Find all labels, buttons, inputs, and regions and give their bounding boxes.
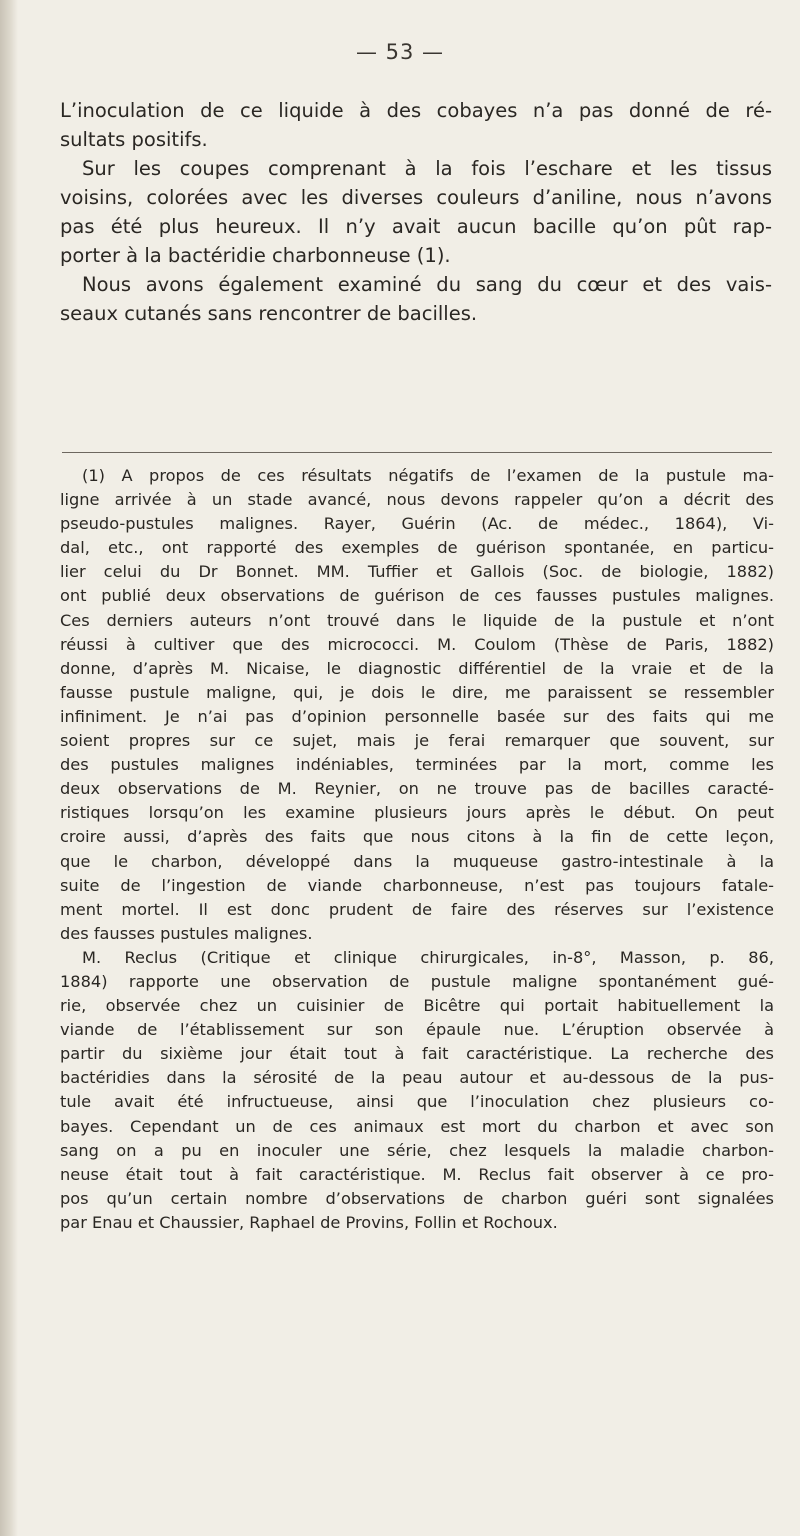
- footnote-line: soient propres sur ce sujet, mais je ferai remarquer que souvent, sur: [60, 731, 774, 751]
- footnote-line: deux observations de M. Reynier, on ne trouve pas de bacilles caracté-: [60, 779, 774, 799]
- footnote-line: dal, etc., ont rapporté des exemples de guérison spontanée, en particu-: [60, 538, 774, 558]
- footnote-line: rie, observée chez un cuisinier de Bicêtre qui portait habituellement la: [60, 996, 774, 1016]
- text-line: sultats positifs.: [60, 128, 208, 151]
- footnote-line: viande de l’établissement sur son épaule nue. L’éruption observée à: [60, 1020, 774, 1040]
- footnote-line: par Enau et Chaussier, Raphael de Provins, Follin et Rochoux.: [60, 1212, 558, 1232]
- footnote-line: sang on a pu en inoculer une série, chez lesquels la maladie charbon-: [60, 1140, 774, 1160]
- footnote-line: donne, d’après M. Nicaise, le diagnostic différentiel de la vraie et de la: [60, 658, 774, 678]
- text-line: L’inoculation de ce liquide à des cobayes n’a pas donné de ré-: [60, 99, 772, 122]
- main-text-block: [60, 96, 772, 328]
- footnote-line: des fausses pustules malignes.: [60, 923, 313, 943]
- footnote-line: ristiques lorsqu’on les examine plusieurs jours après le début. On peut: [60, 803, 774, 823]
- footnote-line: ment mortel. Il est donc prudent de faire des réserves sur l’existence: [60, 899, 774, 919]
- text-line: porter à la bactéridie charbonneuse (1).: [60, 244, 451, 267]
- footnote-line: croire aussi, d’après des faits que nous citons à la fin de cette leçon,: [60, 827, 774, 847]
- footnote-line: Ces derniers auteurs n’ont trouvé dans le liquide de la pustule et n’ont: [60, 610, 774, 630]
- text-line: pas été plus heureux. Il n’y avait aucun bacille qu’on pût rap-: [60, 215, 772, 238]
- footnote-line: des pustules malignes indéniables, terminées par la mort, comme les: [60, 755, 774, 775]
- page-edge-shadow: [0, 0, 18, 1536]
- footnote-line: M. Reclus (Critique et clinique chirurgicales, in-8°, Masson, p. 86,: [82, 947, 774, 967]
- footnote-line: lier celui du Dr Bonnet. MM. Tuffier et Gallois (Soc. de biologie, 1882): [60, 562, 774, 582]
- footnote-line: ligne arrivée à un stade avancé, nous devons rappeler qu’on a décrit des: [60, 490, 774, 510]
- footnote-line: pseudo-pustules malignes. Rayer, Guérin (Ac. de médec., 1864), Vi-: [60, 514, 774, 534]
- footnote-line: (1) A propos de ces résultats négatifs de l’examen de la pustule ma-: [82, 466, 774, 485]
- footnote-line: que le charbon, développé dans la muqueuse gastro-intestinale à la: [60, 851, 774, 871]
- footnote-line: réussi à cultiver que des micrococci. M. Coulom (Thèse de Paris, 1882): [60, 634, 774, 654]
- page-number: — 53 —: [355, 40, 445, 64]
- footnote-line: tule avait été infructueuse, ainsi que l’inoculation chez plusieurs co-: [60, 1092, 774, 1112]
- text-line: voisins, colorées avec les diverses couleurs d’aniline, nous n’avons: [60, 186, 772, 209]
- footnote-line: bayes. Cependant un de ces animaux est mort du charbon et avec son: [60, 1116, 774, 1136]
- text-line: Nous avons également examiné du sang du cœur et des vais-: [82, 273, 772, 296]
- footnote-separator: [62, 452, 772, 453]
- footnote-line: partir du sixième jour était tout à fait caractéristique. La recherche des: [60, 1044, 774, 1064]
- footnote-line: pos qu’un certain nombre d’observations de charbon guéri sont signalées: [60, 1188, 774, 1208]
- footnote-line: fausse pustule maligne, qui, je dois le dire, me paraissent se ressembler: [60, 682, 774, 702]
- footnote-line: 1884) rapporte une observation de pustule maligne spontanément gué-: [60, 971, 774, 991]
- text-line: seaux cutanés sans rencontrer de bacilles.: [60, 302, 478, 325]
- footnote-line: ont publié deux observations de guérison de ces fausses pustules malignes.: [60, 586, 774, 606]
- text-line: Sur les coupes comprenant à la fois l’eschare et les tissus: [82, 157, 772, 180]
- footnote-block: [60, 464, 774, 1235]
- footnote-line: infiniment. Je n’ai pas d’opinion personnelle basée sur des faits qui me: [60, 706, 774, 726]
- footnote-line: suite de l’ingestion de viande charbonneuse, n’est pas toujours fatale-: [60, 875, 774, 895]
- footnote-line: bactéridies dans la sérosité de la peau autour et au-dessous de la pus-: [60, 1068, 774, 1088]
- footnote-line: neuse était tout à fait caractéristique. M. Reclus fait observer à ce pro-: [60, 1164, 774, 1184]
